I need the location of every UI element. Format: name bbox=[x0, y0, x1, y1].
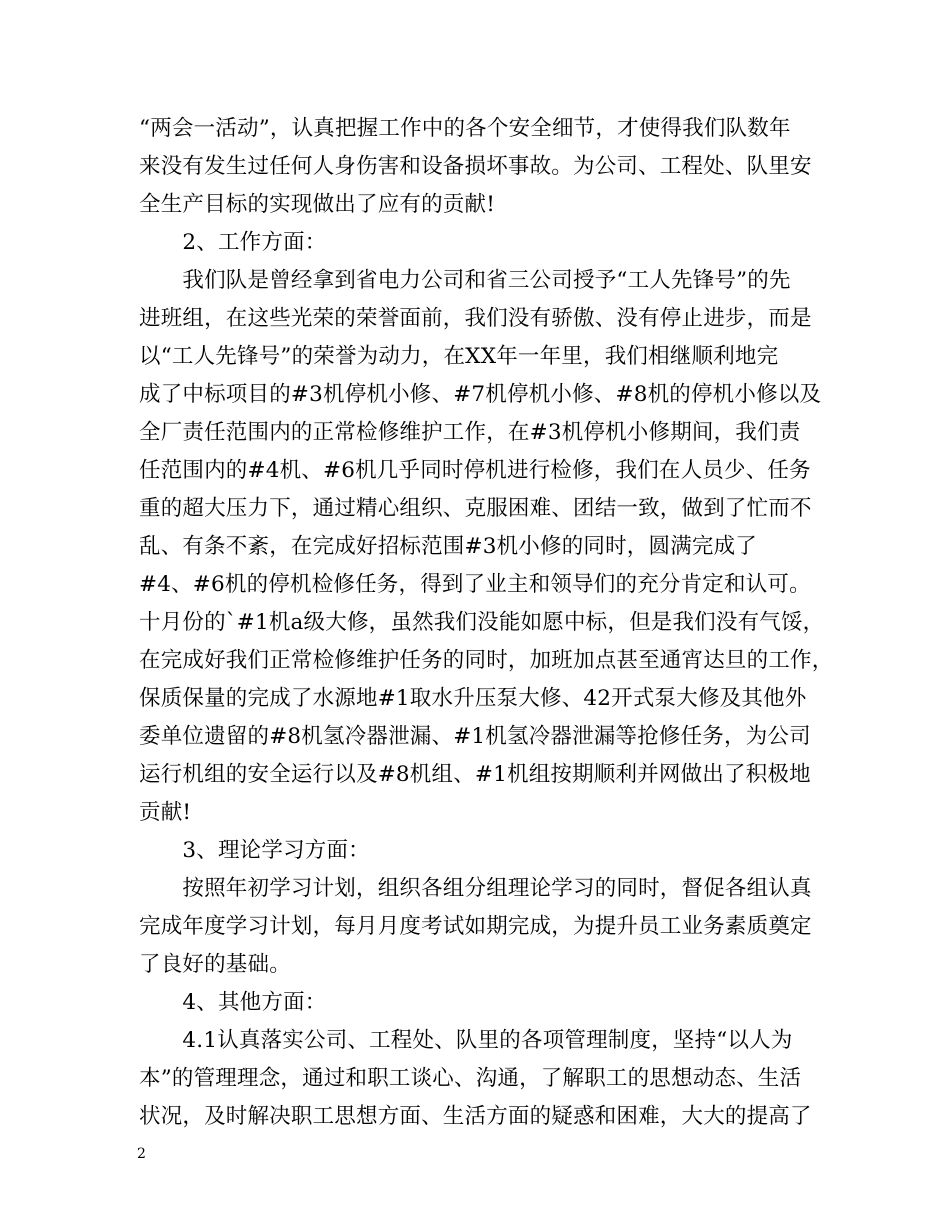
section-heading: 4、其他方面： bbox=[139, 990, 327, 1015]
text-line: 全生产目标的实现做出了应有的贡献! bbox=[139, 192, 496, 217]
text-line: 在完成好我们正常检修维护任务的同时，加班加点甚至通宵达旦的工作， bbox=[139, 648, 834, 673]
text-line: 十月份的`#1机a级大修，虽然我们没能如愿中标，但是我们没有气馁， bbox=[139, 610, 825, 635]
text-line: 以“工人先锋号”的荣誉为动力，在XX年一年里，我们相继顺利地完 bbox=[139, 344, 779, 369]
text-line: 状况，及时解决职工思想方面、生活方面的疑惑和困难，大大的提高了 bbox=[139, 1104, 812, 1129]
text-line: 全厂责任范围内的正常检修维护工作，在#3机停机小修期间，我们责 bbox=[139, 420, 801, 445]
text-line: 重的超大压力下，通过精心组织、克服困难、团结一致，做到了忙而不 bbox=[139, 496, 812, 521]
text-line: #4、#6机的停机检修任务，得到了业主和领导们的充分肯定和认可。 bbox=[139, 572, 811, 597]
text-line: 贡献! bbox=[139, 800, 192, 825]
text-line: 我们队是曾经拿到省电力公司和省三公司授予“工人先锋号”的先 bbox=[139, 268, 791, 293]
text-line: 来没有发生过任何人身伤害和设备损坏事故。为公司、工程处、队里安 bbox=[139, 154, 812, 179]
text-line: 运行机组的安全运行以及#8机组、#1机组按期顺利并网做出了积极地 bbox=[139, 762, 811, 787]
text-line: “两会一活动”，认真把握工作中的各个安全细节，才使得我们队数年 bbox=[139, 116, 791, 141]
text-line: 乱、有条不紊，在完成好招标范围#3机小修的同时，圆满完成了 bbox=[139, 534, 757, 559]
page-number: 2 bbox=[137, 1146, 146, 1162]
text-line: 委单位遗留的#8机氢冷器泄漏、#1机氢冷器泄漏等抢修任务，为公司 bbox=[139, 724, 811, 749]
text-line: 保质保量的完成了水源地#1取水升压泵大修、42开式泵大修及其他外 bbox=[139, 686, 807, 711]
text-line: 任范围内的#4机、#6机几乎同时停机进行检修，我们在人员少、任务 bbox=[139, 458, 811, 483]
text-line: 进班组，在这些光荣的荣誉面前，我们没有骄傲、没有停止进步，而是 bbox=[139, 306, 812, 331]
text-line: 完成年度学习计划，每月月度考试如期完成，为提升员工业务素质奠定 bbox=[139, 914, 812, 939]
text-line: 本”的管理理念，通过和职工谈心、沟通，了解职工的思想动态、生活 bbox=[139, 1066, 802, 1091]
section-heading: 3、理论学习方面： bbox=[139, 838, 370, 863]
text-line: 了良好的基础。 bbox=[139, 952, 291, 977]
text-line: 4.1认真落实公司、工程处、队里的各项管理制度，坚持“以人为 bbox=[139, 1028, 793, 1053]
text-line: 成了中标项目的#3机停机小修、#7机停机小修、#8机的停机小修以及 bbox=[139, 382, 822, 407]
section-heading: 2、工作方面： bbox=[139, 230, 327, 255]
text-line: 按照年初学习计划，组织各组分组理论学习的同时，督促各组认真 bbox=[139, 876, 812, 901]
